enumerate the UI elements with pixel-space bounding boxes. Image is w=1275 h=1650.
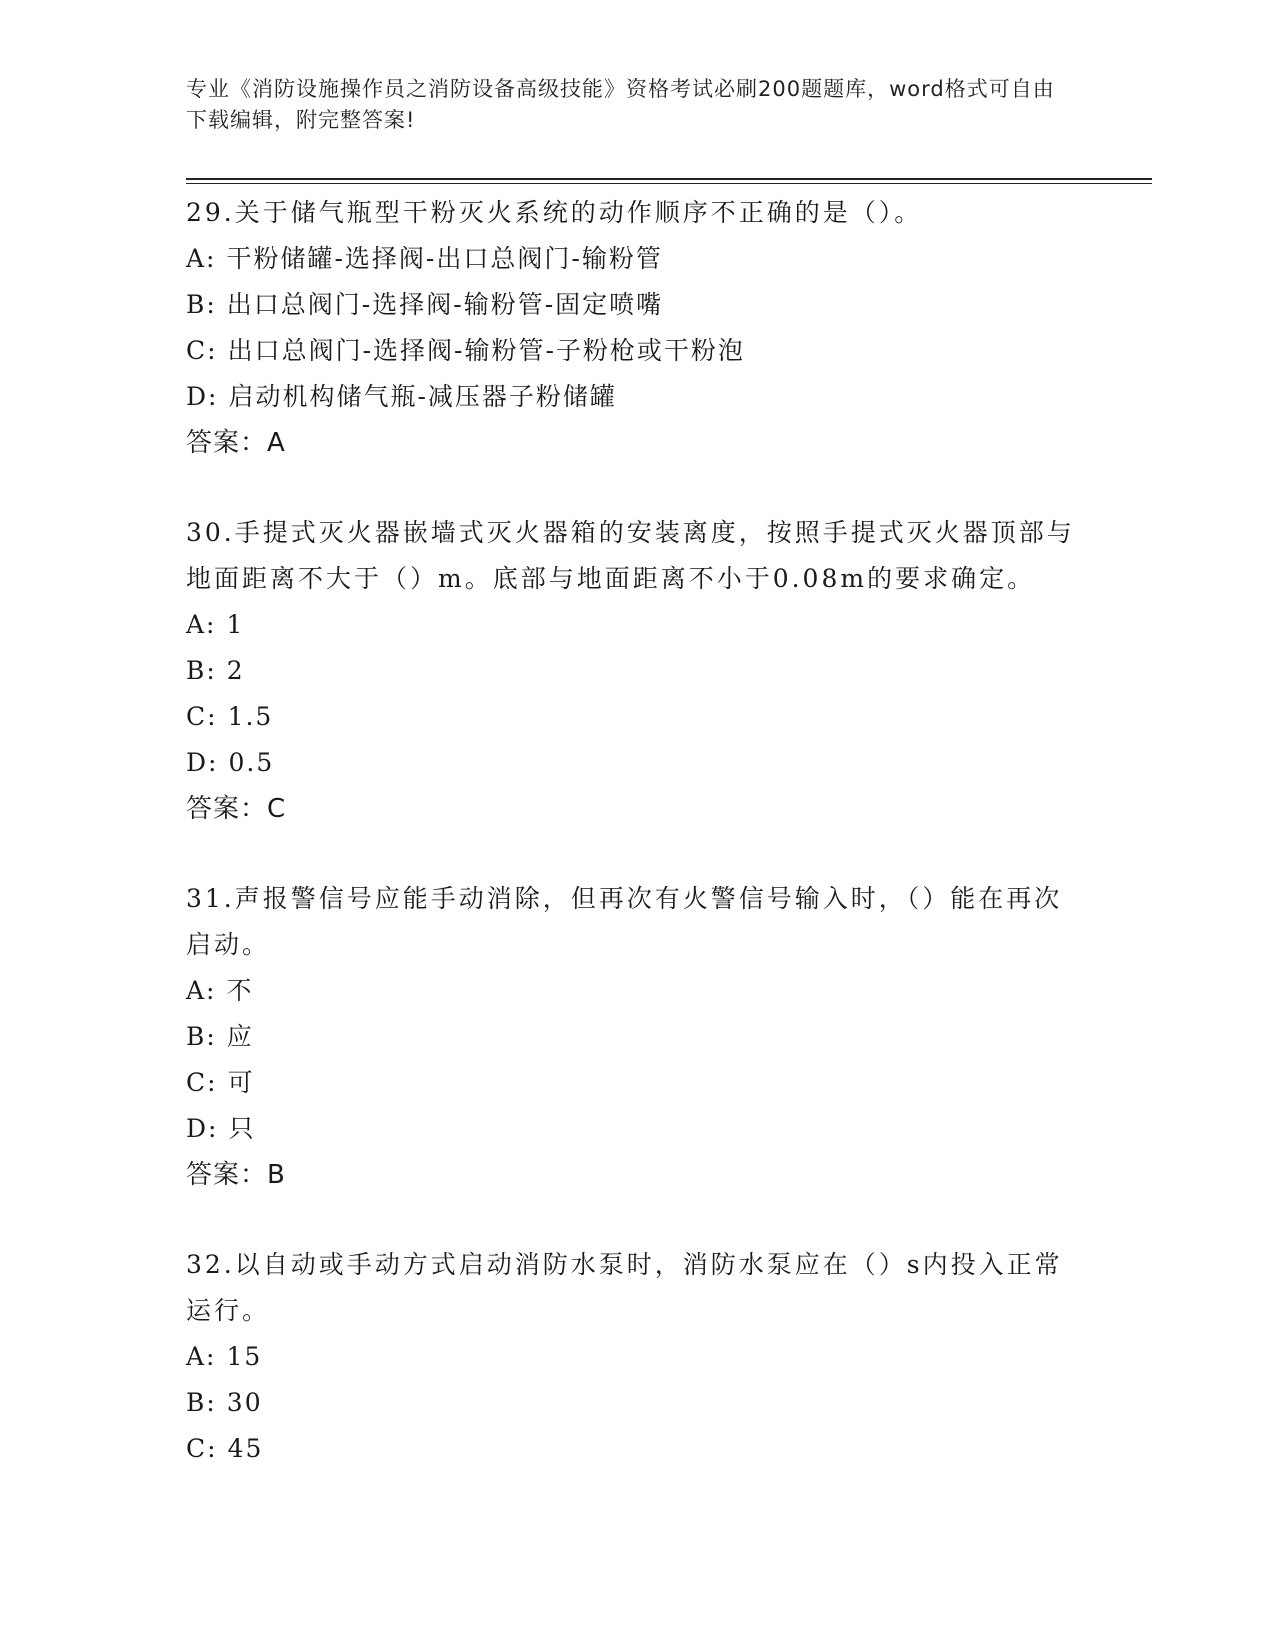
- question-31: [186, 876, 1086, 1198]
- question-29: [186, 190, 1086, 466]
- option-text: 应: [226, 1022, 254, 1051]
- option-letter: B:: [186, 1388, 217, 1417]
- option-text: 不: [226, 976, 254, 1005]
- question-list: [186, 190, 1086, 1516]
- option-letter: C:: [186, 1434, 218, 1463]
- option-text: 干粉储罐-选择阀-出口总阀门-输粉管: [226, 244, 663, 273]
- option-text: 0.5: [228, 748, 275, 777]
- option-c: [186, 328, 1086, 374]
- option-letter: A:: [186, 976, 217, 1005]
- question-text: 31.声报警信号应能手动消除，但再次有火警信号输入时，（）能在再次启动。: [186, 884, 1063, 959]
- option-text: 1: [226, 610, 245, 639]
- option-text: 45: [227, 1434, 264, 1463]
- option-letter: D:: [186, 748, 219, 777]
- option-a: [186, 968, 1086, 1014]
- option-text: 只: [228, 1114, 256, 1143]
- option-letter: A:: [186, 1342, 217, 1371]
- option-b: [186, 1014, 1086, 1060]
- option-text: 1.5: [227, 702, 274, 731]
- option-text: 2: [226, 656, 245, 685]
- option-text: 启动机构储气瓶-减压器子粉储罐: [228, 382, 617, 411]
- option-letter: A:: [186, 610, 217, 639]
- option-b: [186, 648, 1086, 694]
- option-letter: D:: [186, 1114, 219, 1143]
- question-text: 29.关于储气瓶型干粉灭火系统的动作顺序不正确的是（）。: [186, 198, 923, 227]
- question-32: [186, 1242, 1086, 1472]
- option-text: 30: [226, 1388, 263, 1417]
- option-a: [186, 1334, 1086, 1380]
- option-letter: B:: [186, 1022, 217, 1051]
- option-a: [186, 602, 1086, 648]
- option-text: 出口总阀门-选择阀-输粉管-固定喷嘴: [226, 290, 664, 319]
- option-letter: D:: [186, 382, 219, 411]
- option-c: [186, 1060, 1086, 1106]
- option-d: [186, 374, 1086, 420]
- option-letter: C:: [186, 1068, 218, 1097]
- option-text: 可: [227, 1068, 255, 1097]
- answer-text: 答案：A: [186, 428, 286, 458]
- option-text: 出口总阀门-选择阀-输粉管-子粉枪或干粉泡: [227, 336, 745, 365]
- question-text: 30.手提式灭火器嵌墙式灭火器箱的安装离度，按照手提式灭火器顶部与地面距离不大于（）m。底部与地面距离不小于0.08m的要求确定。: [186, 518, 1075, 593]
- option-d: [186, 1106, 1086, 1152]
- option-letter: C:: [186, 702, 218, 731]
- option-letter: B:: [186, 656, 217, 685]
- option-a: [186, 236, 1086, 282]
- answer-text: 答案：B: [186, 1160, 286, 1190]
- document-header: 专业《消防设施操作员之消防设备高级技能》资格考试必刷200题题库，word格式可自由下载编辑，附完整答案!: [186, 77, 1055, 132]
- option-letter: C:: [186, 336, 218, 365]
- option-b: [186, 1380, 1086, 1426]
- header-divider-thick: [186, 178, 1152, 180]
- option-letter: A:: [186, 244, 217, 273]
- header-divider-thin: [186, 183, 1152, 184]
- option-c: [186, 1426, 1086, 1472]
- option-b: [186, 282, 1086, 328]
- question-30: [186, 510, 1086, 832]
- question-text: 32.以自动或手动方式启动消防水泵时，消防水泵应在（）s内投入正常运行。: [186, 1250, 1063, 1325]
- option-d: [186, 740, 1086, 786]
- option-letter: B:: [186, 290, 217, 319]
- option-text: 15: [226, 1342, 263, 1371]
- option-c: [186, 694, 1086, 740]
- answer-text: 答案：C: [186, 794, 287, 824]
